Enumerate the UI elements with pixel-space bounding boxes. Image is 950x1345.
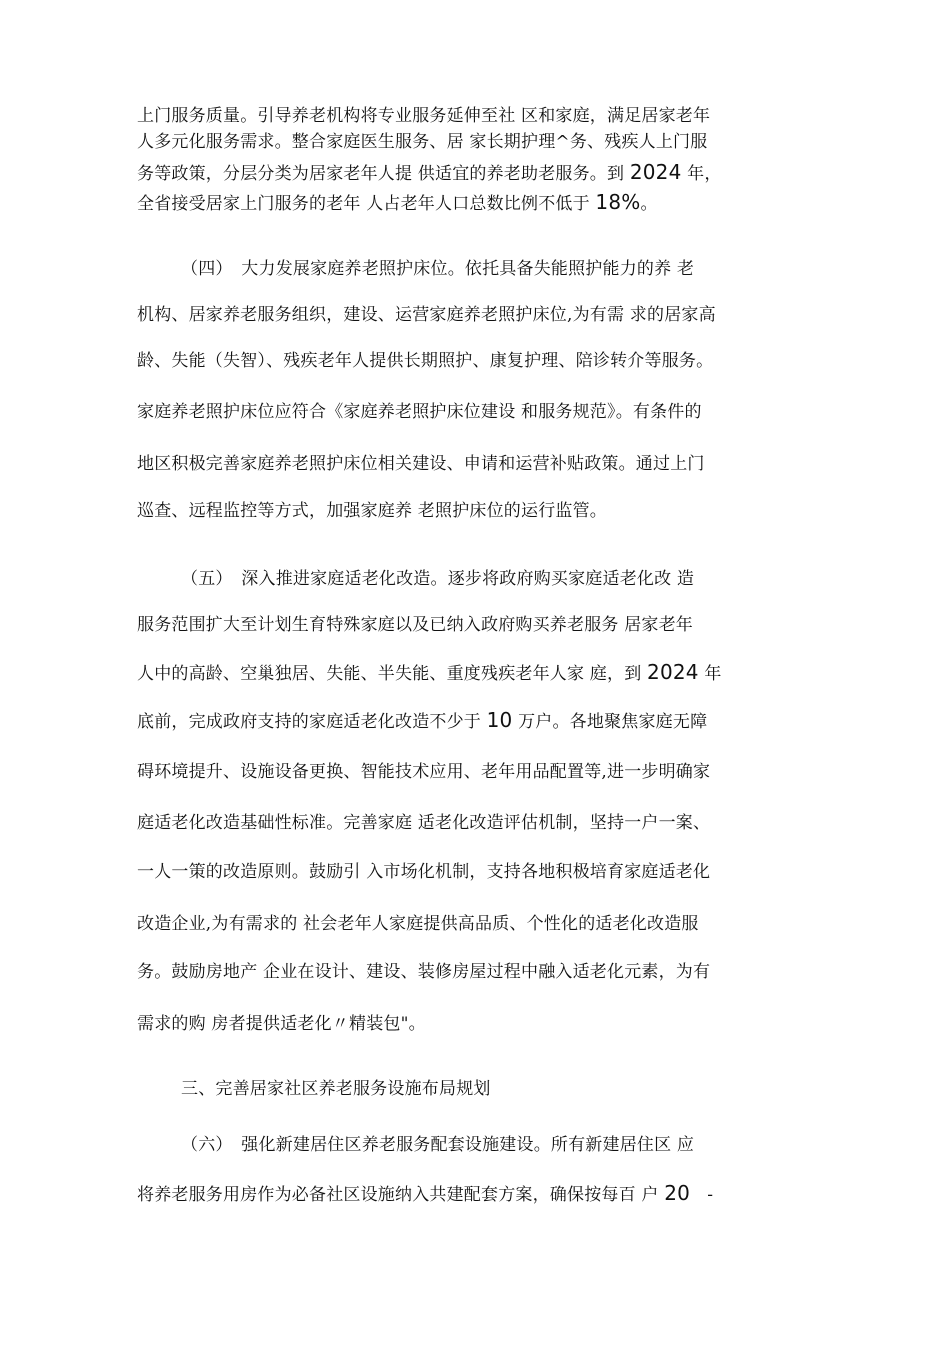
text-line: 人中的高龄、空巢独居、失能、半失能、重度残疾老年人家 庭，到 2024 年 — [137, 660, 722, 684]
text-line: （六） 强化新建居住区养老服务配套设施建设。所有新建居住区 应 — [181, 1135, 695, 1155]
text-line: 机构、居家养老服务组织，建设、运营家庭养老照护床位,为有需 求的居家高 — [137, 305, 716, 325]
text-line: 巡查、远程监控等方式，加强家庭养 老照护床位的运行监管。 — [137, 501, 608, 521]
text-line: 一人一策的改造原则。鼓励引 入市场化机制，支持各地积极培育家庭适老化 — [137, 862, 711, 882]
text-line: 家庭养老照护床位应符合《家庭养老照护床位建设 和服务规范》。有条件的 — [137, 402, 702, 422]
text-line: 上门服务质量。引导养老机构将专业服务延伸至社 区和家庭，满足居家老年 — [137, 106, 711, 126]
text-line: 将养老服务用房作为必备社区设施纳入共建配套方案，确保按每百 户 20 - — [137, 1181, 714, 1205]
text-line: 碍环境提升、设施设备更换、智能技术应用、老年用品配置等,进一步明确家 — [137, 762, 711, 782]
text-line: 底前，完成政府支持的家庭适老化改造不少于 10 万户。各地聚焦家庭无障 — [137, 708, 708, 732]
text-line: 改造企业,为有需求的 社会老年人家庭提供高品质、个性化的适老化改造服 — [137, 914, 699, 934]
text-line: 务等政策，分层分类为居家老年人提 供适宜的养老助老服务。到 2024 年， — [137, 160, 722, 184]
text-line: 需求的购 房者提供适老化〃精装包"。 — [137, 1014, 426, 1034]
text-line: 龄、失能（失智）、残疾老年人提供长期照护、康复护理、陪诊转介等服务。 — [137, 351, 714, 371]
text-line: 服务范围扩大至计划生育特殊家庭以及已纳入政府购买养老服务 居家老年 — [137, 615, 694, 635]
text-line: 庭适老化改造基础性标准。完善家庭 适老化改造评估机制，坚持一户一案、 — [137, 813, 711, 833]
text-line: 务。鼓励房地产 企业在设计、建设、装修房屋过程中融入适老化元素，为有 — [137, 962, 711, 982]
section-heading: 三、完善居家社区养老服务设施布局规划 — [181, 1079, 491, 1099]
text-line: （四） 大力发展家庭养老照护床位。依托具备失能照护能力的养 老 — [181, 259, 695, 279]
text-line: 人多元化服务需求。整合家庭医生服务、居 家长期护理^务、残疾人上门服 — [137, 132, 708, 152]
text-line: 全省接受居家上门服务的老年 人占老年人口总数比例不低于 18%。 — [137, 190, 658, 214]
text-line: 地区积极完善家庭养老照护床位相关建设、申请和运营补贴政策。通过上门 — [137, 454, 705, 474]
text-line: （五） 深入推进家庭适老化改造。逐步将政府购买家庭适老化改 造 — [181, 569, 695, 589]
